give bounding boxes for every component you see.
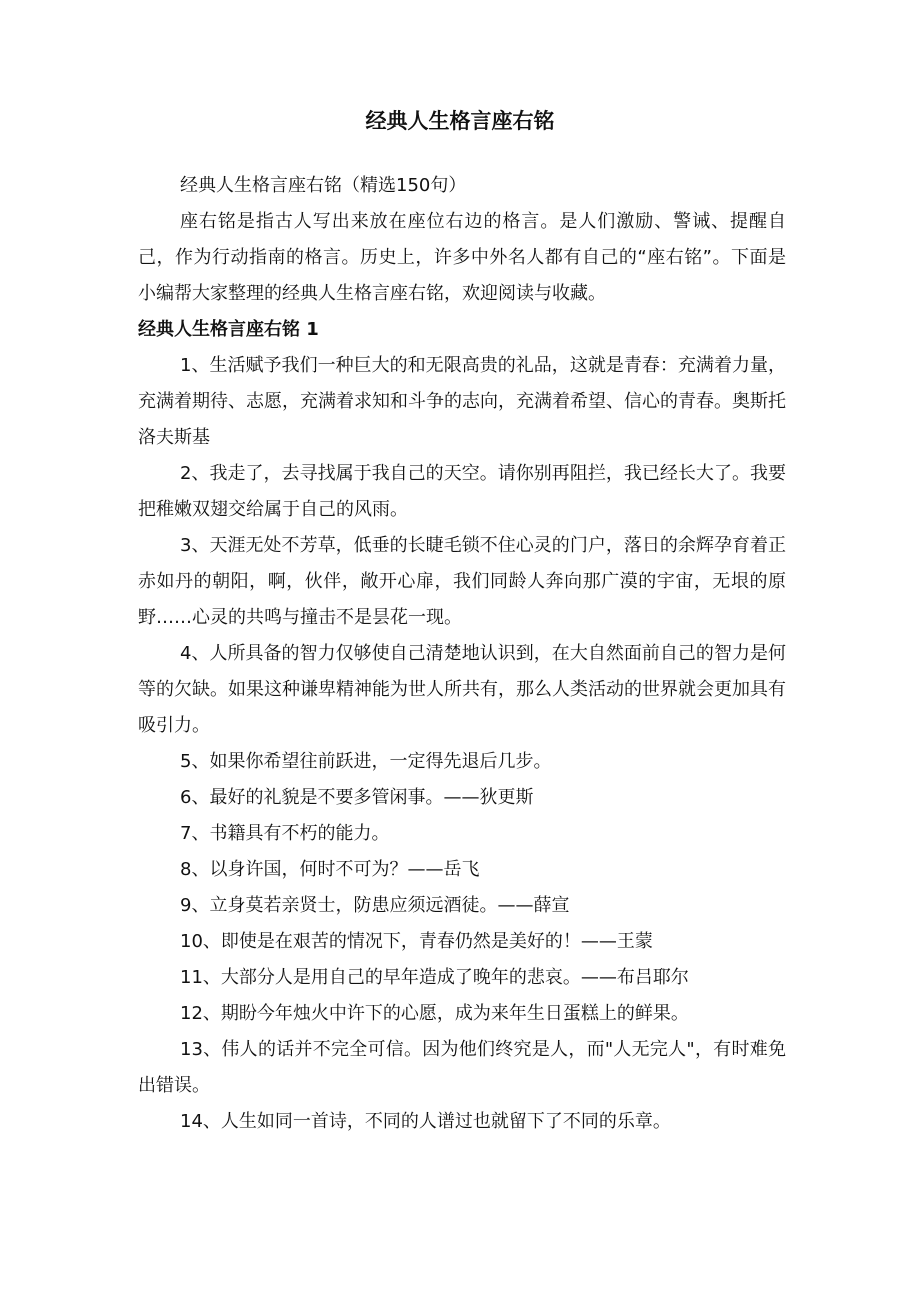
quote-item-4: 4、人所具备的智力仅够使自己清楚地认识到，在大自然面前自己的智力是何等的欠缺。如果这种谦卑精神能为世人所共有，那么人类活动的世界就会更加具有吸引力。 (138, 643, 786, 736)
document-body (138, 168, 786, 1140)
subtitle: 经典人生格言座右铭（精选150句） (180, 175, 467, 196)
quote-item-13: 13、伟人的话并不完全可信。因为他们终究是人，而"人无完人"，有时难免出错误。 (138, 1039, 786, 1096)
quote-item-10: 10、即使是在艰苦的情况下，青春仍然是美好的！——王蒙 (180, 931, 653, 952)
intro-paragraph: 座右铭是指古人写出来放在座位右边的格言。是人们激励、警诫、提醒自己，作为行动指南的格言。历史上，许多中外名人都有自己的“座右铭”。下面是小编帮大家整理的经典人生格言座右铭，欢迎阅读与收藏。 (138, 211, 786, 304)
quote-item-2: 2、我走了，去寻找属于我自己的天空。请你别再阻拦，我已经长大了。我要把稚嫩双翅交给属于自己的风雨。 (138, 463, 786, 520)
quote-item-6: 6、最好的礼貌是不要多管闲事。——狄更斯 (180, 787, 534, 808)
quote-item-11: 11、大部分人是用自己的早年造成了晚年的悲哀。——布吕耶尔 (180, 967, 689, 988)
quote-item-8: 8、以身许国，何时不可为？——岳飞 (180, 859, 480, 880)
quote-item-7: 7、书籍具有不朽的能力。 (180, 823, 390, 844)
quote-item-9: 9、立身莫若亲贤士，防患应须远酒徒。——薛宣 (180, 895, 570, 916)
quote-item-3: 3、天涯无处不芳草，低垂的长睫毛锁不住心灵的门户，落日的余辉孕育着正赤如丹的朝阳，啊，伙伴，敞开心扉，我们同龄人奔向那广漠的宇宙，无垠的原野……心灵的共鸣与撞击不是昙花一现。 (138, 535, 786, 628)
quote-item-12: 12、期盼今年烛火中许下的心愿，成为来年生日蛋糕上的鲜果。 (180, 1003, 689, 1024)
quote-item-1: 1、生活赋予我们一种巨大的和无限高贵的礼品，这就是青春：充满着力量，充满着期待、志愿，充满着求知和斗争的志向，充满着希望、信心的青春。奥斯托洛夫斯基 (138, 355, 786, 448)
quote-item-14: 14、人生如同一首诗，不同的人谱过也就留下了不同的乐章。 (180, 1111, 671, 1132)
section-heading: 经典人生格言座右铭 1 (138, 319, 319, 340)
quote-item-5: 5、如果你希望往前跃进，一定得先退后几步。 (180, 751, 552, 772)
document-title: 经典人生格言座右铭 (365, 109, 555, 133)
